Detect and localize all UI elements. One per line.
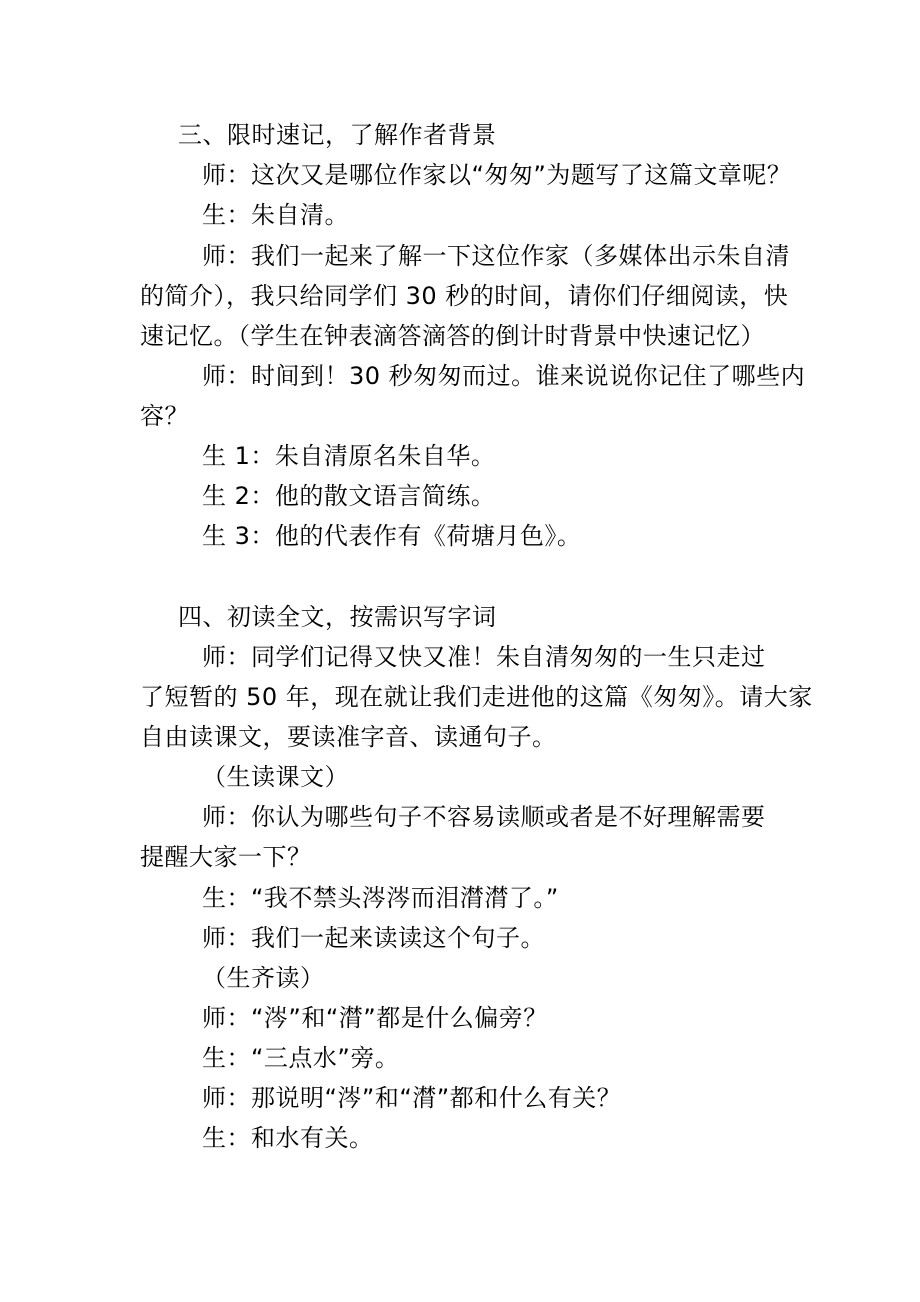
- dialogue-line: 的简介），我只给同学们 30 秒的时间，请你们仔细阅读，快: [140, 282, 789, 310]
- dialogue-line: 师：时间到！30 秒匆匆而过。谁来说说你记住了哪些内: [202, 362, 806, 390]
- dialogue-line: 师：我们一起来读读这个句子。: [202, 924, 545, 952]
- dialogue-line: 师：同学们记得又快又准！朱自清匆匆的一生只走过: [202, 643, 766, 671]
- dialogue-line: 师：“涔”和“潸”都是什么偏旁？: [202, 1004, 548, 1032]
- dialogue-line: 提醒大家一下？: [140, 843, 312, 871]
- dialogue-line: 生：“我不禁头涔涔而泪潸潸了。”: [202, 884, 559, 912]
- dialogue-line: 自由读课文，要读准字音、读通句子。: [140, 723, 557, 751]
- dialogue-line: 生：和水有关。: [202, 1124, 374, 1152]
- dialogue-line: 生 1：朱自清原名朱自华。: [202, 442, 496, 470]
- dialogue-line: 师：我们一起来了解一下这位作家（多媒体出示朱自清: [202, 242, 790, 270]
- dialogue-line: 生 2：他的散文语言简练。: [202, 482, 496, 510]
- dialogue-line: 容？: [140, 402, 189, 430]
- dialogue-line: （生读课文）: [202, 763, 349, 791]
- dialogue-line: 师：那说明“涔”和“潸”都和什么有关？: [202, 1084, 622, 1112]
- dialogue-line: 了短暂的 50 年，现在就让我们走进他的这篇《匆匆》。请大家: [140, 683, 813, 711]
- dialogue-line: 速记忆。（学生在钟表滴答滴答的倒计时背景中快速记忆）: [140, 322, 765, 350]
- dialogue-line: 师：这次又是哪位作家以“匆匆”为题写了这篇文章呢？: [202, 161, 792, 189]
- dialogue-line: 生：朱自清。: [202, 201, 349, 229]
- dialogue-line: 师：你认为哪些句子不容易读顺或者是不好理解需要: [202, 803, 766, 831]
- dialogue-line: 生 3：他的代表作有《荷塘月色》。: [202, 522, 582, 550]
- dialogue-line: （生齐读）: [202, 964, 325, 992]
- section-3-heading: 三、限时速记，了解作者背景: [178, 121, 497, 149]
- dialogue-line: 生：“三点水”旁。: [202, 1044, 400, 1072]
- section-4-heading: 四、初读全文，按需识写字词: [178, 603, 497, 631]
